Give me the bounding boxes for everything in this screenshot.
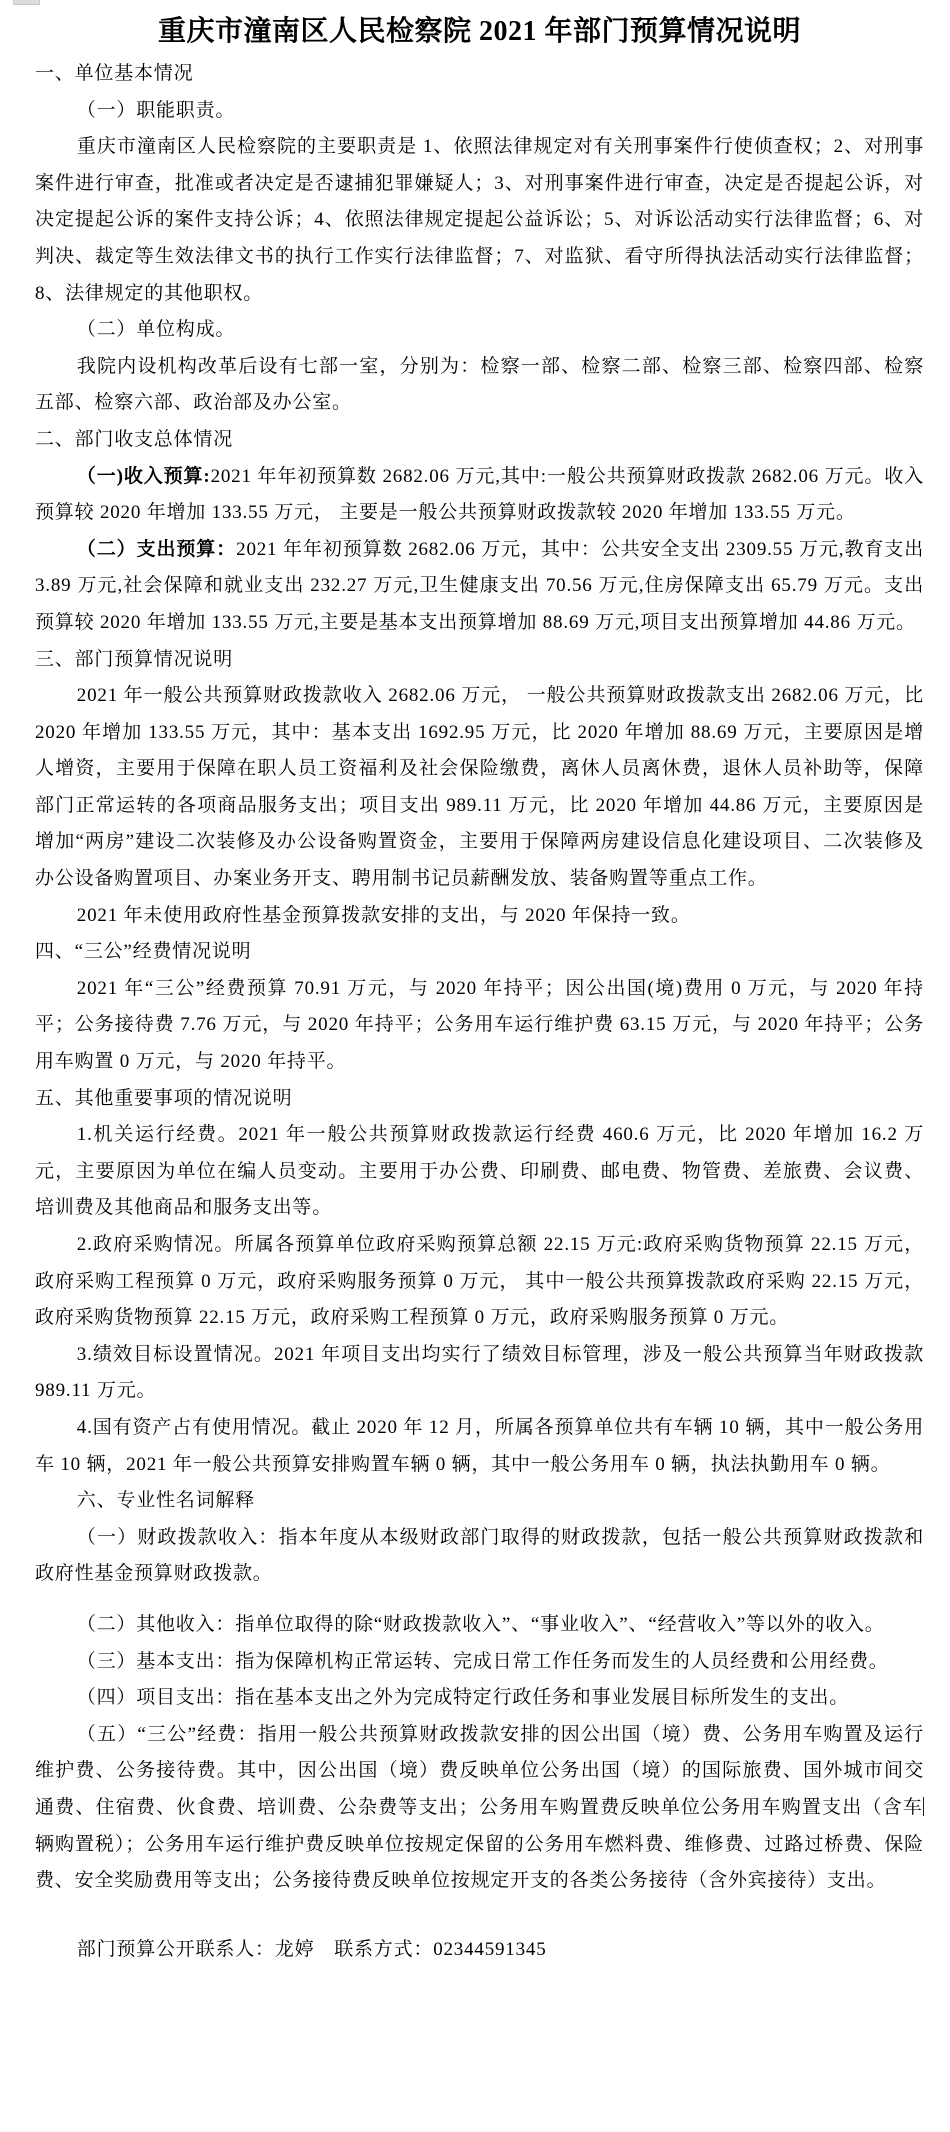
paragraph — [35, 1717, 924, 1900]
paragraph — [35, 1410, 924, 1483]
text-run: 3.绩效目标设置情况。2021 年项目支出均实行了绩效目标管理，涉及一般公共预算当年财政拨款 989.11 万元。 — [35, 1343, 924, 1402]
text-run: 一、单位基本情况 — [35, 63, 194, 84]
text-run: 我院内设机构改革后设有七部一室，分别为：检察一部、检察二部、检察三部、检察四部、检察五部、检察六部、政治部及办公室。 — [35, 355, 924, 414]
text-run: 2021 年一般公共预算财政拨款收入 2682.06 万元， 一般公共预算财政拨款支出 2682.06 万元，比 2020 年增加 133.55 万元，其中：基本支出 1692.95 万元，比 2020 年增加 88.69 万元，主要原因是增人增资，主要用于保障在职人员工资福利及社会保险缴费，离休人员离休费，退休人员补助等，保障部门正常运转的各项商品服务支出；项目支出 989.11 万元，比 2020 年增加 44.86 万元，主要原因是增加“两房”建设二次装修及办公设备购置资金，主要用于保障两房建设信息化建设项目、二次装修及办公设备购置项目、办案业务开支、聘用制书记员薪酬发放、装备购置等重点工作。 — [35, 685, 924, 890]
text-run: （二）单位构成。 — [76, 319, 236, 341]
paragraph — [35, 93, 924, 130]
section-heading — [35, 1081, 924, 1118]
text-cursor — [923, 1797, 924, 1816]
text-run: （四）项目支出：指在基本支出之外为完成特定行政任务和事业发展目标所发生的支出。 — [76, 1687, 849, 1709]
footer-contact — [35, 1932, 924, 1969]
section-heading — [35, 422, 924, 459]
text-run: 五、其他重要事项的情况说明 — [35, 1087, 293, 1109]
paragraph — [35, 349, 924, 422]
section-heading — [35, 1483, 924, 1520]
paragraph — [35, 459, 924, 532]
bold-lead: （二）支出预算： — [76, 538, 237, 560]
paragraph — [35, 1644, 924, 1681]
text-run: （一）职能职责。 — [76, 99, 236, 121]
paragraph — [35, 312, 924, 349]
paragraph — [35, 1680, 924, 1717]
text-run: （一）财政拨款收入：指本年度从本级财政部门取得的财政拨款，包括一般公共预算财政拨款和政府性基金预算财政拨款。 — [35, 1526, 924, 1585]
text-run: （二）其他收入：指单位取得的除“财政拨款收入”、“事业收入”、“经营收入”等以外的收入。 — [76, 1613, 885, 1635]
document-title: 重庆市潼南区人民检察院 2021 年部门预算情况说明 — [157, 16, 801, 47]
document-body — [35, 56, 924, 1968]
text-run: 三、部门预算情况说明 — [35, 648, 234, 670]
text-run: 二、部门收支总体情况 — [35, 428, 234, 450]
section-heading — [35, 934, 924, 971]
paragraph — [35, 1607, 924, 1644]
paragraph — [35, 129, 924, 312]
text-run: 辆购置税）；公务用车运行维护费反映单位按规定保留的公务用车燃料费、维修费、过路过桥费、保险费、安全奖励费用等支出；公务接待费反映单位按规定开支的各类公务接待（含外宾接待）支出。 — [35, 1833, 924, 1892]
text-run: 4.国有资产占有使用情况。截止 2020 年 12 月，所属各预算单位共有车辆 10 辆，其中一般公务用车 10 辆，2021 年一般公共预算安排购置车辆 0 辆，其中一般公务用车 0 辆，执法执勤用车 0 辆。 — [35, 1416, 924, 1475]
text-run: 2021 年年初预算数 2682.06 万元,其中:一般公共预算财政拨款 2682.06 万元。收入预算较 2020 年增加 133.55 万元， 主要是一般公共预算财政拨款较 2020 年增加 133.55 万元。 — [35, 465, 924, 524]
section-heading — [35, 642, 924, 679]
text-run: （三）基本支出：指为保障机构正常运转、完成日常工作任务而发生的人员经费和公用经费。 — [76, 1650, 889, 1672]
text-run: 四、“三公”经费情况说明 — [35, 941, 252, 963]
paragraph — [35, 1227, 924, 1337]
paragraph — [35, 971, 924, 1081]
paragraph — [35, 1520, 924, 1593]
paragraph — [35, 1117, 924, 1227]
text-run: 2021 年年初预算数 2682.06 万元，其中：公共安全支出 2309.55 万元,教育支出 3.89 万元,社会保障和就业支出 232.27 万元,卫生健康支出 70.56 万元,住房保障支出 65.79 万元。支出预算较 2020 年增加 133.55 万元,主要是基本支出预算增加 88.69 万元,项目支出预算增加 44.86 万元。 — [35, 538, 924, 633]
paragraph — [35, 898, 924, 935]
text-run: 部门预算公开联系人：龙婷 联系方式：02344591345 — [76, 1938, 547, 1960]
text-run: 2.政府采购情况。所属各预算单位政府采购预算总额 22.15 万元:政府采购货物预算 22.15 万元，政府采购工程预算 0 万元，政府采购服务预算 0 万元， 其中一般公共预算拨款政府采购 22.15 万元，政府采购货物预算 22.15 万元，政府采购工程预算 0 万元，政府采购服务预算 0 万元。 — [35, 1234, 924, 1329]
text-run: （五）“三公”经费：指用一般公共预算财政拨款安排的因公出国（境）费、公务用车购置及运行维护费、公务接待费。其中，因公出国（境）费反映单位公务出国（境）的国际旅费、国外城市间交通费、住宿费、伙食费、培训费、公杂费等支出；公务用车购置费反映单位公务用车购置支出（含车 — [35, 1723, 924, 1818]
paragraph — [35, 678, 924, 898]
text-run: 2021 年未使用政府性基金预算拨款安排的支出，与 2020 年保持一致。 — [76, 904, 691, 926]
text-run: 重庆市潼南区人民检察院的主要职责是 1、依照法律规定对有关刑事案件行使侦查权；2、对刑事案件进行审查，批准或者决定是否逮捕犯罪嫌疑人；3、对刑事案件进行审查，决定是否提起公诉，对决定提起公诉的案件支持公诉；4、依照法律规定提起公益诉讼；5、对诉讼活动实行法律监督；6、对判决、裁定等生效法律文书的执行工作实行法律监督；7、对监狱、看守所得执法活动实行法律监督；8、法律规定的其他职权。 — [35, 136, 924, 304]
section-heading — [35, 56, 924, 93]
paragraph — [35, 532, 924, 642]
text-run: 1.机关运行经费。2021 年一般公共预算财政拨款运行经费 460.6 万元，比 2020 年增加 16.2 万元，主要原因为单位在编人员变动。主要用于办公费、印刷费、邮电费、物管费、差旅费、会议费、培训费及其他商品和服务支出等。 — [35, 1124, 924, 1219]
text-run: 2021 年“三公”经费预算 70.91 万元，与 2020 年持平；因公出国(境)费用 0 万元，与 2020 年持平；公务接待费 7.76 万元，与 2020 年持平；公务用车运行维护费 63.15 万元，与 2020 年持平；公务用车购置 0 万元，与 2020 年持平。 — [35, 977, 924, 1073]
top-left-ui-fragment — [13, 0, 40, 5]
paragraph — [35, 1337, 924, 1410]
text-run: 六、专业性名词解释 — [76, 1490, 255, 1512]
bold-lead: （一)收入预算: — [76, 465, 211, 487]
